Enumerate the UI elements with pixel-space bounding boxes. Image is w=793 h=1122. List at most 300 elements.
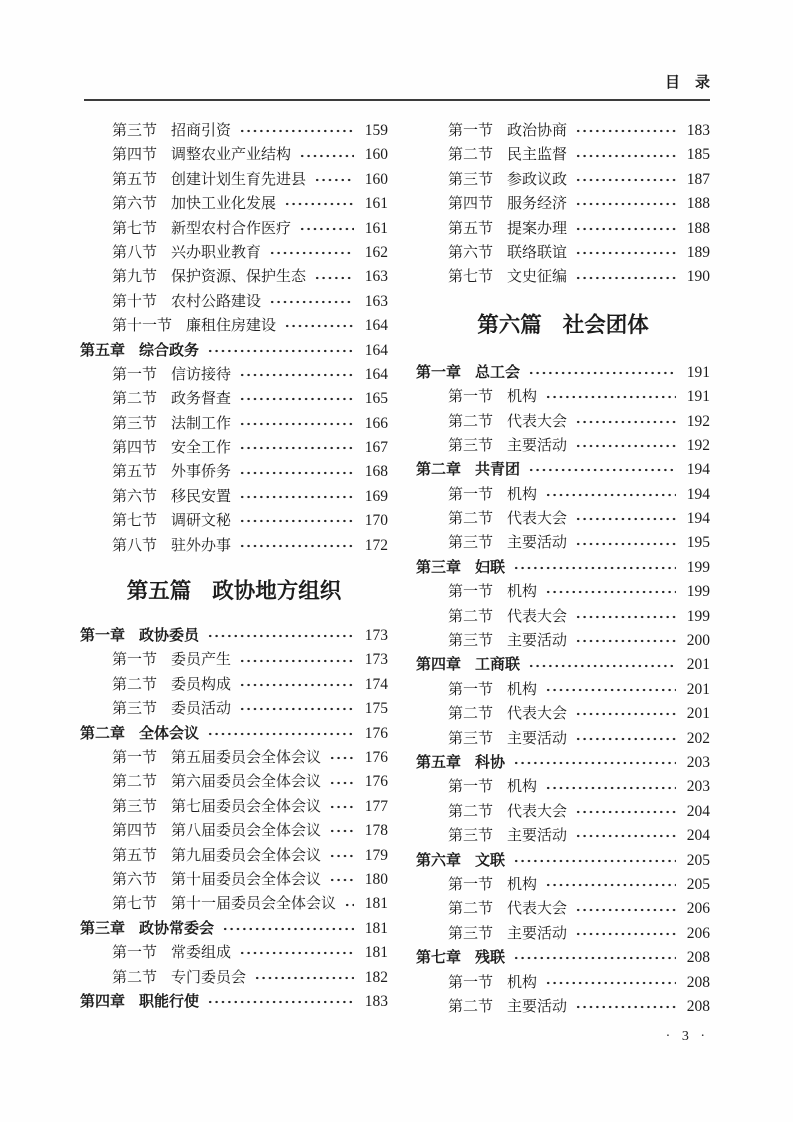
entry-page-number: 199 <box>686 583 710 601</box>
dot-leader <box>574 174 676 186</box>
dot-leader <box>313 174 354 186</box>
dot-leader <box>574 440 676 452</box>
toc-entry <box>416 385 710 409</box>
entry-page-number: 176 <box>364 724 388 742</box>
entry-title: 常委组成 <box>171 945 232 962</box>
entry-label: 第三节 <box>112 798 158 815</box>
entry-label: 第二节 <box>112 969 158 986</box>
entry-label: 第七节 <box>112 513 158 530</box>
dot-leader <box>574 198 676 210</box>
dot-leader <box>527 367 676 379</box>
dot-leader <box>574 272 676 284</box>
dot-leader <box>268 296 354 308</box>
entry-title: 机构 <box>507 584 538 601</box>
toc-entry <box>80 290 388 314</box>
entry-label: 第一节 <box>448 389 494 406</box>
entry-page-number: 205 <box>686 851 710 869</box>
part-heading-title: 政协地方组织 <box>212 579 342 604</box>
dot-leader <box>544 977 676 989</box>
entry-label: 第二节 <box>448 511 494 528</box>
entry-label: 第七节 <box>112 896 158 913</box>
entry-page-number: 203 <box>686 753 710 771</box>
dot-leader <box>574 733 676 745</box>
entry-label: 第三节 <box>448 730 494 747</box>
entry-label: 第五节 <box>112 464 158 481</box>
dot-leader <box>298 223 354 235</box>
entry-page-number: 190 <box>686 268 710 286</box>
dot-leader <box>574 247 676 259</box>
toc-entry <box>80 363 388 387</box>
entry-page-number: 181 <box>364 895 388 913</box>
entry-label: 第六节 <box>448 244 494 261</box>
entry-title: 科协 <box>475 753 506 771</box>
entry-title: 委员活动 <box>171 701 232 718</box>
toc-entry <box>416 241 710 265</box>
entry-title: 机构 <box>507 486 538 503</box>
entry-title: 委员产生 <box>171 652 232 669</box>
dot-leader <box>574 223 676 235</box>
toc-entry <box>80 387 388 411</box>
dot-leader <box>298 150 354 162</box>
entry-label: 第三章 <box>80 919 126 937</box>
dot-leader <box>328 777 354 789</box>
entry-page-number: 183 <box>364 992 388 1010</box>
dot-leader <box>527 464 676 476</box>
dot-leader <box>574 125 676 137</box>
part-heading <box>416 304 710 346</box>
toc-entry <box>416 143 710 167</box>
entry-page-number: 189 <box>686 243 710 261</box>
dot-leader <box>574 513 676 525</box>
toc-right-column <box>416 119 710 1019</box>
entry-label: 第一节 <box>448 681 494 698</box>
entry-title: 政协常委会 <box>139 919 215 937</box>
entry-page-number: 181 <box>364 944 388 962</box>
entry-title: 廉租住房建设 <box>186 318 277 335</box>
entry-title: 政务督查 <box>171 391 232 408</box>
entry-label: 第五节 <box>112 847 158 864</box>
dot-leader <box>544 391 676 403</box>
toc-entry <box>416 410 710 434</box>
dot-leader <box>328 874 354 886</box>
entry-title: 信访接待 <box>171 366 232 383</box>
entry-page-number: 176 <box>364 748 388 766</box>
entry-page-number: 182 <box>364 968 388 986</box>
toc-entry <box>80 624 388 648</box>
entry-title: 第八届委员会全体会议 <box>171 823 322 840</box>
toc-entry <box>416 217 710 241</box>
footer-page-number: · 3 · <box>665 1029 709 1044</box>
toc-entry <box>80 534 388 558</box>
entry-label: 第一节 <box>448 486 494 503</box>
toc-entry <box>416 751 710 775</box>
toc-entry <box>416 168 710 192</box>
entry-page-number: 160 <box>364 146 388 164</box>
entry-label: 第二节 <box>448 803 494 820</box>
toc-entry <box>80 265 388 289</box>
toc-entry <box>416 873 710 897</box>
toc-entry <box>80 143 388 167</box>
toc-entry <box>416 653 710 677</box>
entry-page-number: 163 <box>364 268 388 286</box>
toc-entry <box>80 844 388 868</box>
entry-title: 提案办理 <box>507 220 568 237</box>
entry-label: 第二章 <box>416 461 462 479</box>
dot-leader <box>313 272 354 284</box>
entry-label: 第一节 <box>448 584 494 601</box>
entry-page-number: 179 <box>364 846 388 864</box>
entry-label: 第七节 <box>112 220 158 237</box>
dot-leader <box>574 830 676 842</box>
toc-entry <box>80 746 388 770</box>
dot-leader <box>238 679 354 691</box>
entry-title: 主要活动 <box>507 730 568 747</box>
entry-title: 第五届委员会全体会议 <box>171 749 322 766</box>
dot-leader <box>221 923 354 935</box>
entry-label: 第三节 <box>448 633 494 650</box>
toc-entry <box>80 795 388 819</box>
entry-title: 主要活动 <box>507 925 568 942</box>
toc-entry <box>80 314 388 338</box>
entry-title: 政协委员 <box>139 627 200 645</box>
entry-title: 机构 <box>507 681 538 698</box>
toc-entry <box>416 361 710 385</box>
entry-label: 第六节 <box>112 871 158 888</box>
toc-entry <box>416 265 710 289</box>
entry-page-number: 159 <box>364 122 388 139</box>
dot-leader <box>544 684 676 696</box>
entry-title: 残联 <box>475 949 506 967</box>
entry-page-number: 173 <box>364 627 388 645</box>
toc-entry <box>80 917 388 941</box>
toc-entry <box>416 971 710 995</box>
part-heading-title: 社会团体 <box>562 312 649 337</box>
entry-title: 共青团 <box>475 461 521 479</box>
dot-leader <box>574 635 676 647</box>
dot-leader <box>238 369 354 381</box>
entry-title: 驻外办事 <box>171 537 232 554</box>
toc-entry <box>80 722 388 746</box>
toc-entry <box>416 775 710 799</box>
dot-leader <box>238 540 354 552</box>
toc-entry <box>80 217 388 241</box>
entry-label: 第一节 <box>448 876 494 893</box>
entry-label: 第一节 <box>112 749 158 766</box>
entry-title: 兴办职业教育 <box>171 244 262 261</box>
entry-page-number: 161 <box>364 195 388 213</box>
entry-title: 工商联 <box>475 656 521 674</box>
entry-title: 主要活动 <box>507 535 568 552</box>
entry-label: 第三节 <box>112 123 158 139</box>
entry-title: 主要活动 <box>507 998 568 1015</box>
entry-title: 总工会 <box>475 363 521 381</box>
toc-entry <box>80 241 388 265</box>
toc-entry <box>416 727 710 751</box>
dot-leader <box>268 247 354 259</box>
entry-title: 招商引资 <box>171 123 232 139</box>
dot-leader <box>253 972 354 984</box>
toc-entry <box>416 995 710 1019</box>
entry-title: 农村公路建设 <box>171 293 262 310</box>
toc-entry <box>416 678 710 702</box>
entry-title: 第六届委员会全体会议 <box>171 774 322 791</box>
entry-page-number: 162 <box>364 243 388 261</box>
toc-entry <box>416 556 710 580</box>
dot-leader <box>512 562 676 574</box>
entry-label: 第四章 <box>80 992 126 1010</box>
entry-page-number: 191 <box>686 363 710 381</box>
entry-title: 移民安置 <box>171 488 232 505</box>
entry-label: 第十节 <box>112 293 158 310</box>
dot-leader <box>527 660 676 672</box>
dot-leader <box>206 345 354 357</box>
entry-page-number: 201 <box>686 705 710 723</box>
entry-label: 第八节 <box>112 537 158 554</box>
toc-entry <box>80 648 388 672</box>
page-header-title: 目 录 <box>664 74 710 91</box>
entry-title: 机构 <box>507 876 538 893</box>
entry-title: 主要活动 <box>507 633 568 650</box>
entry-page-number: 208 <box>686 949 710 967</box>
entry-page-number: 188 <box>686 195 710 213</box>
entry-page-number: 201 <box>686 656 710 674</box>
toc-entry <box>80 697 388 721</box>
entry-page-number: 175 <box>364 700 388 718</box>
entry-label: 第五章 <box>80 341 126 359</box>
entry-page-number: 173 <box>364 651 388 669</box>
entry-page-number: 200 <box>686 632 710 650</box>
dot-leader <box>238 515 354 527</box>
toc-entry <box>416 580 710 604</box>
entry-label: 第六节 <box>112 488 158 505</box>
dot-leader <box>238 467 354 479</box>
entry-label: 第二节 <box>448 608 494 625</box>
entry-label: 第四章 <box>416 656 462 674</box>
entry-title: 政治协商 <box>507 123 568 139</box>
entry-title: 机构 <box>507 974 538 991</box>
toc-entry <box>416 192 710 216</box>
entry-page-number: 164 <box>364 317 388 335</box>
dot-leader <box>206 728 354 740</box>
dot-leader <box>574 416 676 428</box>
entry-label: 第九节 <box>112 269 158 286</box>
toc-entry <box>416 605 710 629</box>
entry-label: 第二节 <box>112 391 158 408</box>
toc-entry <box>416 824 710 848</box>
entry-title: 委员构成 <box>171 676 232 693</box>
toc-entry <box>416 897 710 921</box>
toc-entry <box>80 868 388 892</box>
entry-label: 第七章 <box>416 949 462 967</box>
entry-title: 第七届委员会全体会议 <box>171 798 322 815</box>
entry-title: 职能行使 <box>139 992 200 1010</box>
entry-label: 第八节 <box>112 244 158 261</box>
entry-page-number: 208 <box>686 997 710 1015</box>
entry-title: 代表大会 <box>507 413 568 430</box>
dot-leader <box>328 752 354 764</box>
entry-page-number: 178 <box>364 822 388 840</box>
entry-label: 第二节 <box>448 706 494 723</box>
entry-label: 第二节 <box>448 998 494 1015</box>
dot-leader <box>238 703 354 715</box>
toc-entry <box>80 119 388 143</box>
header-rule <box>84 99 710 101</box>
toc-entry <box>80 966 388 990</box>
entry-page-number: 188 <box>686 219 710 237</box>
entry-label: 第四节 <box>112 440 158 457</box>
entry-label: 第四节 <box>448 196 494 213</box>
toc-entry <box>80 168 388 192</box>
toc-entry <box>416 531 710 555</box>
dot-leader <box>574 928 676 940</box>
toc-entry <box>416 434 710 458</box>
toc-entry <box>80 412 388 436</box>
entry-page-number: 164 <box>364 365 388 383</box>
entry-page-number: 181 <box>364 919 388 937</box>
entry-label: 第六章 <box>416 851 462 869</box>
toc-entry <box>80 460 388 484</box>
entry-title: 专门委员会 <box>171 969 247 986</box>
entry-label: 第二节 <box>448 413 494 430</box>
entry-page-number: 204 <box>686 827 710 845</box>
dot-leader <box>343 899 354 911</box>
dot-leader <box>574 538 676 550</box>
dot-leader <box>206 996 354 1008</box>
entry-page-number: 174 <box>364 675 388 693</box>
entry-page-number: 206 <box>686 900 710 918</box>
entry-title: 第九届委员会全体会议 <box>171 847 322 864</box>
entry-page-number: 194 <box>686 461 710 479</box>
toc-entry <box>80 941 388 965</box>
entry-page-number: 169 <box>364 487 388 505</box>
dot-leader <box>238 125 354 137</box>
entry-page-number: 172 <box>364 536 388 554</box>
entry-title: 创建计划生育先进县 <box>171 171 307 188</box>
entry-label: 第二节 <box>112 676 158 693</box>
entry-title: 代表大会 <box>507 901 568 918</box>
entry-page-number: 194 <box>686 485 710 503</box>
entry-page-number: 191 <box>686 388 710 406</box>
dot-leader <box>512 855 676 867</box>
entry-title: 文联 <box>475 851 506 869</box>
entry-title: 服务经济 <box>507 196 568 213</box>
entry-label: 第六节 <box>112 196 158 213</box>
dot-leader <box>544 489 676 501</box>
dot-leader <box>574 708 676 720</box>
toc-entry <box>416 849 710 873</box>
entry-page-number: 166 <box>364 414 388 432</box>
entry-page-number: 201 <box>686 680 710 698</box>
entry-title: 主要活动 <box>507 437 568 454</box>
entry-page-number: 199 <box>686 607 710 625</box>
entry-title: 调整农业产业结构 <box>171 147 292 164</box>
entry-label: 第一章 <box>80 627 126 645</box>
toc-entry <box>416 507 710 531</box>
dot-leader <box>328 825 354 837</box>
entry-page-number: 194 <box>686 510 710 528</box>
entry-page-number: 160 <box>364 170 388 188</box>
entry-title: 代表大会 <box>507 608 568 625</box>
entry-label: 第二章 <box>80 724 126 742</box>
dot-leader <box>328 801 354 813</box>
entry-label: 第一节 <box>448 779 494 796</box>
entry-page-number: 165 <box>364 390 388 408</box>
entry-title: 第十一届委员会全体会议 <box>171 896 337 913</box>
part-heading-label: 第六篇 <box>477 312 542 337</box>
entry-label: 第一节 <box>112 366 158 383</box>
entry-label: 第三节 <box>448 535 494 552</box>
entry-label: 第五节 <box>448 220 494 237</box>
entry-label: 第三节 <box>112 701 158 718</box>
toc-entry <box>80 192 388 216</box>
entry-label: 第十一节 <box>112 318 173 335</box>
toc-entry <box>80 509 388 533</box>
entry-label: 第一节 <box>112 945 158 962</box>
toc-entry <box>80 673 388 697</box>
entry-page-number: 177 <box>364 797 388 815</box>
entry-page-number: 192 <box>686 412 710 430</box>
dot-leader <box>238 491 354 503</box>
entry-page-number: 205 <box>686 875 710 893</box>
entry-title: 代表大会 <box>507 706 568 723</box>
toc-entry <box>416 800 710 824</box>
toc-entry <box>80 770 388 794</box>
entry-page-number: 161 <box>364 219 388 237</box>
entry-page-number: 192 <box>686 436 710 454</box>
entry-title: 调研文秘 <box>171 513 232 530</box>
entry-title: 综合政务 <box>139 341 200 359</box>
entry-page-number: 208 <box>686 973 710 991</box>
entry-title: 代表大会 <box>507 803 568 820</box>
entry-title: 主要活动 <box>507 828 568 845</box>
toc-entry <box>416 119 710 143</box>
entry-title: 参政议政 <box>507 171 568 188</box>
entry-title: 机构 <box>507 389 538 406</box>
entry-label: 第七节 <box>448 269 494 286</box>
entry-title: 全体会议 <box>139 724 200 742</box>
dot-leader <box>328 850 354 862</box>
entry-label: 第三节 <box>448 925 494 942</box>
entry-title: 新型农村合作医疗 <box>171 220 292 237</box>
entry-label: 第一节 <box>112 652 158 669</box>
entry-label: 第三节 <box>448 437 494 454</box>
toc-entry <box>80 990 388 1014</box>
entry-page-number: 185 <box>686 146 710 164</box>
entry-page-number: 168 <box>364 463 388 481</box>
entry-title: 法制工作 <box>171 415 232 432</box>
entry-title: 妇联 <box>475 558 506 576</box>
entry-label: 第二节 <box>448 147 494 164</box>
toc-entry <box>80 892 388 916</box>
entry-label: 第一章 <box>416 363 462 381</box>
entry-title: 机构 <box>507 779 538 796</box>
dot-leader <box>574 806 676 818</box>
toc-entry <box>80 485 388 509</box>
entry-label: 第三节 <box>448 828 494 845</box>
entry-title: 民主监督 <box>507 147 568 164</box>
entry-label: 第五节 <box>112 171 158 188</box>
entry-label: 第三节 <box>448 171 494 188</box>
entry-page-number: 187 <box>686 170 710 188</box>
entry-page-number: 203 <box>686 778 710 796</box>
entry-label: 第四节 <box>112 823 158 840</box>
dot-leader <box>283 198 354 210</box>
toc-entry <box>416 702 710 726</box>
dot-leader <box>574 1001 676 1013</box>
entry-title: 加快工业化发展 <box>171 196 277 213</box>
entry-label: 第一节 <box>448 974 494 991</box>
dot-leader <box>238 418 354 430</box>
